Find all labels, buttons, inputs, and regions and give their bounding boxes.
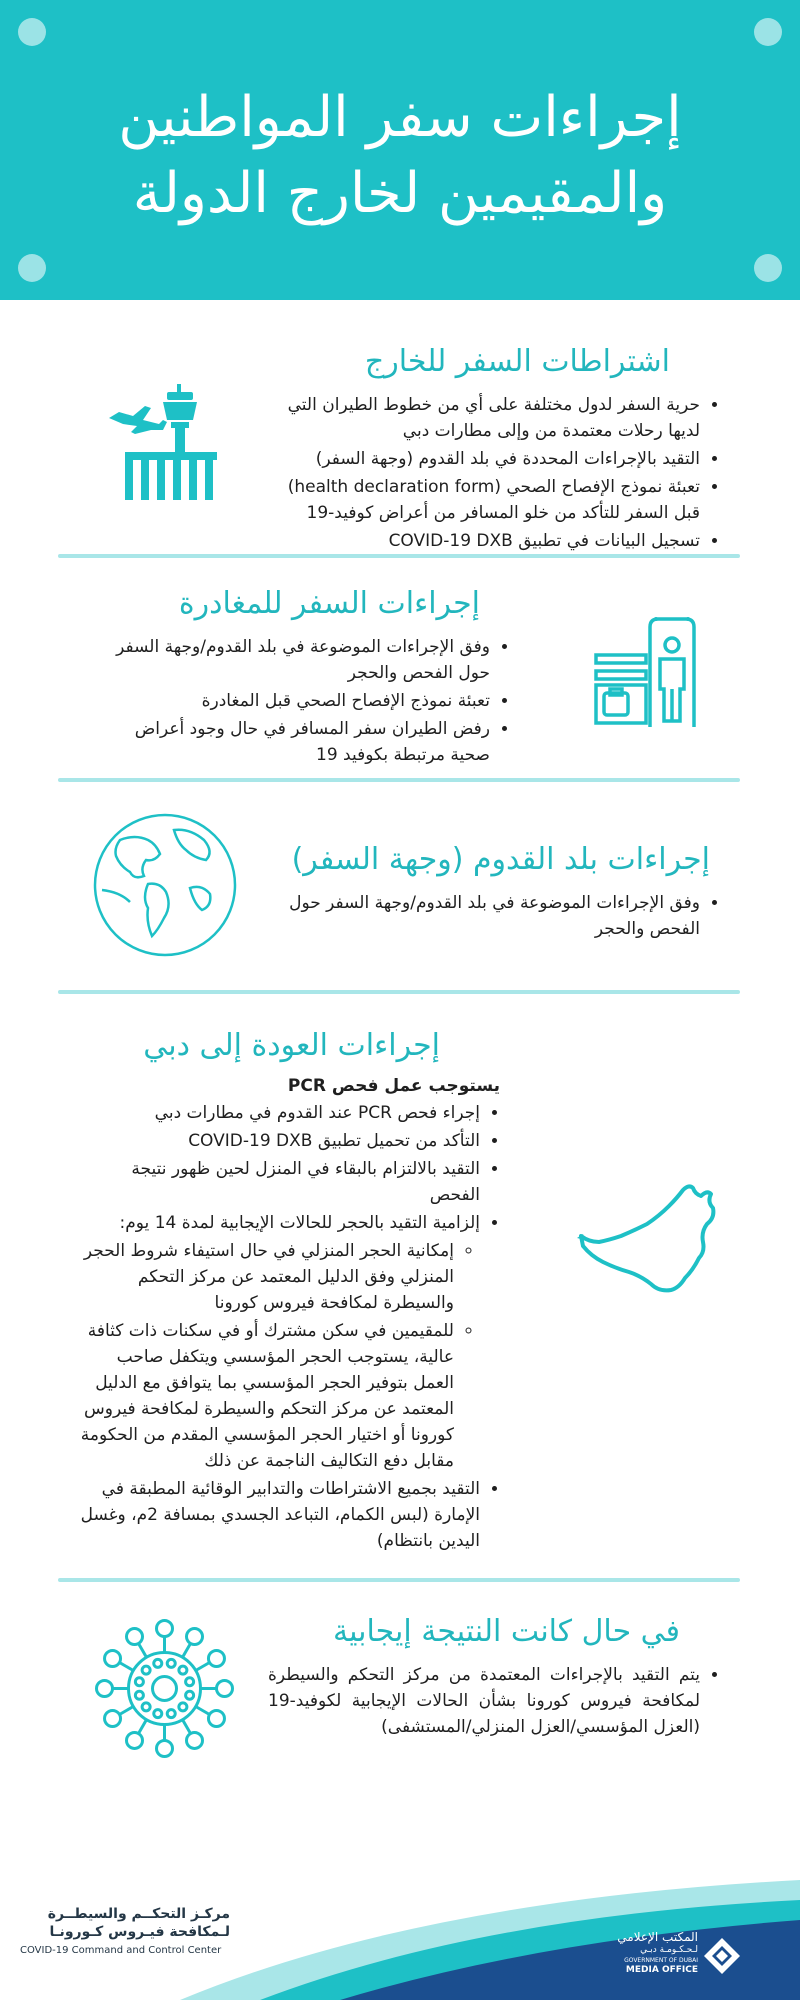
list-item: • وفق الإجراءات الموضوعة في بلد القدوم/وجهة السفر حول الفحص والحجر [265, 890, 700, 942]
page-title-line1: إجراءات سفر المواطنين [118, 85, 682, 150]
list-item: • التقيد بالإجراءات المحددة في بلد القدوم (وجهة السفر) [280, 446, 700, 472]
page-title [40, 80, 760, 232]
list-item: • التقيد بالالتزام بالبقاء في المنزل لحين ظهور نتيجة الفحص [80, 1156, 480, 1208]
center-name-ar-line2: لـمكافحة فيـروس كـورونـا [49, 1924, 230, 1940]
section-title: اشتراطات السفر للخارج [364, 344, 670, 379]
list-item: • التأكد من تحميل تطبيق COVID-19 DXB [80, 1128, 480, 1154]
decorative-dot [18, 254, 46, 282]
security-scanner-icon [590, 615, 705, 730]
media-office-en-line2: MEDIA OFFICE [625, 1965, 698, 1975]
header-banner [0, 0, 800, 300]
section-divider [58, 778, 740, 782]
section-positive-result [268, 1612, 720, 1742]
section-divider [58, 1578, 740, 1582]
decorative-dot [754, 18, 782, 46]
decorative-dot [18, 18, 46, 46]
list-item: • إجراء فحص PCR عند القدوم في مطارات دبي [80, 1100, 480, 1126]
list-item-text: إلزامية التقيد بالحجر للحالات الإيجابية لمدة 14 يوم: [119, 1213, 480, 1233]
center-name-en: COVID-19 Command and Control Center [20, 1945, 222, 1956]
media-office-ar-line1: المكتب الإعلامي [617, 1930, 698, 1944]
section-divider [58, 990, 740, 994]
sub-list-item: ◦ إمكانية الحجر المنزلي في حال استيفاء شروط الحجر المنزلي وفق الدليل المعتمد عن مركز التحكم والسيطرة لمكافحة فيروس كورونا [80, 1238, 454, 1316]
section-divider [58, 554, 740, 558]
list-item: • وفق الإجراءات الموضوعة في بلد القدوم/وجهة السفر حول الفحص والحجر [90, 634, 490, 686]
list-item: • رفض الطيران سفر المسافر في حال وجود أعراض صحية مرتبطة بكوفيد 19 [90, 716, 490, 768]
center-name-ar-line1: مركـز التحكــم والسيطــرة [47, 1906, 230, 1922]
list-item: • حرية السفر لدول مختلفة على أي من خطوط الطيران التي لديها رحلات معتمدة من وإلى مطارات دبي [280, 392, 700, 444]
list-item: • تسجيل البيانات في تطبيق COVID-19 DXB [280, 528, 700, 554]
section-arrival-country-procedures [265, 840, 720, 944]
section-travel-requirements [280, 342, 720, 556]
section-title: إجراءات السفر للمغادرة [178, 586, 480, 621]
airport-tower-icon [105, 380, 225, 502]
section-departure-procedures [90, 584, 510, 770]
media-office-ar-line2: لـحـكـومـة دبـي [640, 1945, 698, 1955]
virus-icon [92, 1616, 237, 1761]
page-title-line2: والمقيمين لخارج الدولة [132, 161, 668, 226]
sub-list-item: ◦ للمقيمين في سكن مشترك أو في سكنات ذات كثافة عالية، يستوجب الحجر المؤسسي ويتكفل صاحب العمل بتوفير الحجر المؤسسي بما يتوافق مع الدليل المعتمد عن مركز التحكم والسيطرة لمكافحة فيروس كورونا أو اختيار الحجر المؤسسي المقدم من الحكومة مقابل دفع التكاليف الناجمة عن ذلك [80, 1318, 454, 1474]
pcr-requirement-heading: يستوجب عمل فحص PCR [287, 1076, 500, 1096]
media-office-en-line1: GOVERNMENT OF DUBAI [624, 1957, 698, 1964]
globe-icon [90, 810, 240, 960]
section-return-to-dubai [80, 1026, 500, 1556]
list-item: • التقيد بجميع الاشتراطات والتدابير الوقائية المطبقة في الإمارة (لبس الكمام، التباعد الجسدي بمسافة 2م، وغسل اليدين بانتظام) [80, 1476, 480, 1554]
section-title: في حال كانت النتيجة إيجابية [333, 1614, 680, 1649]
section-title: إجراءات بلد القدوم (وجهة السفر) [291, 842, 710, 877]
decorative-dot [754, 254, 782, 282]
list-item: • تعبئة نموذج الإفصاح الصحي قبل المغادرة [90, 688, 490, 714]
list-item: • يتم التقيد بالإجراءات المعتمدة من مركز التحكم والسيطرة لمكافحة فيروس كورونا بشأن الحالات الإيجابية لكوفيد-19 (العزل المؤسسي/العزل المنزلي/المستشفى) [268, 1662, 700, 1740]
list-item [80, 1210, 480, 1474]
covid-center-logo [20, 1905, 230, 1959]
list-item: • تعبئة نموذج الإفصاح الصحي (health declaration form) قبل السفر للتأكد من خلو المسافر من أعراض كوفيد-19 [280, 474, 700, 526]
media-office-emblem-icon [702, 1936, 742, 1976]
section-title: إجراءات العودة إلى دبي [143, 1028, 440, 1063]
uae-map-icon [575, 1180, 725, 1295]
